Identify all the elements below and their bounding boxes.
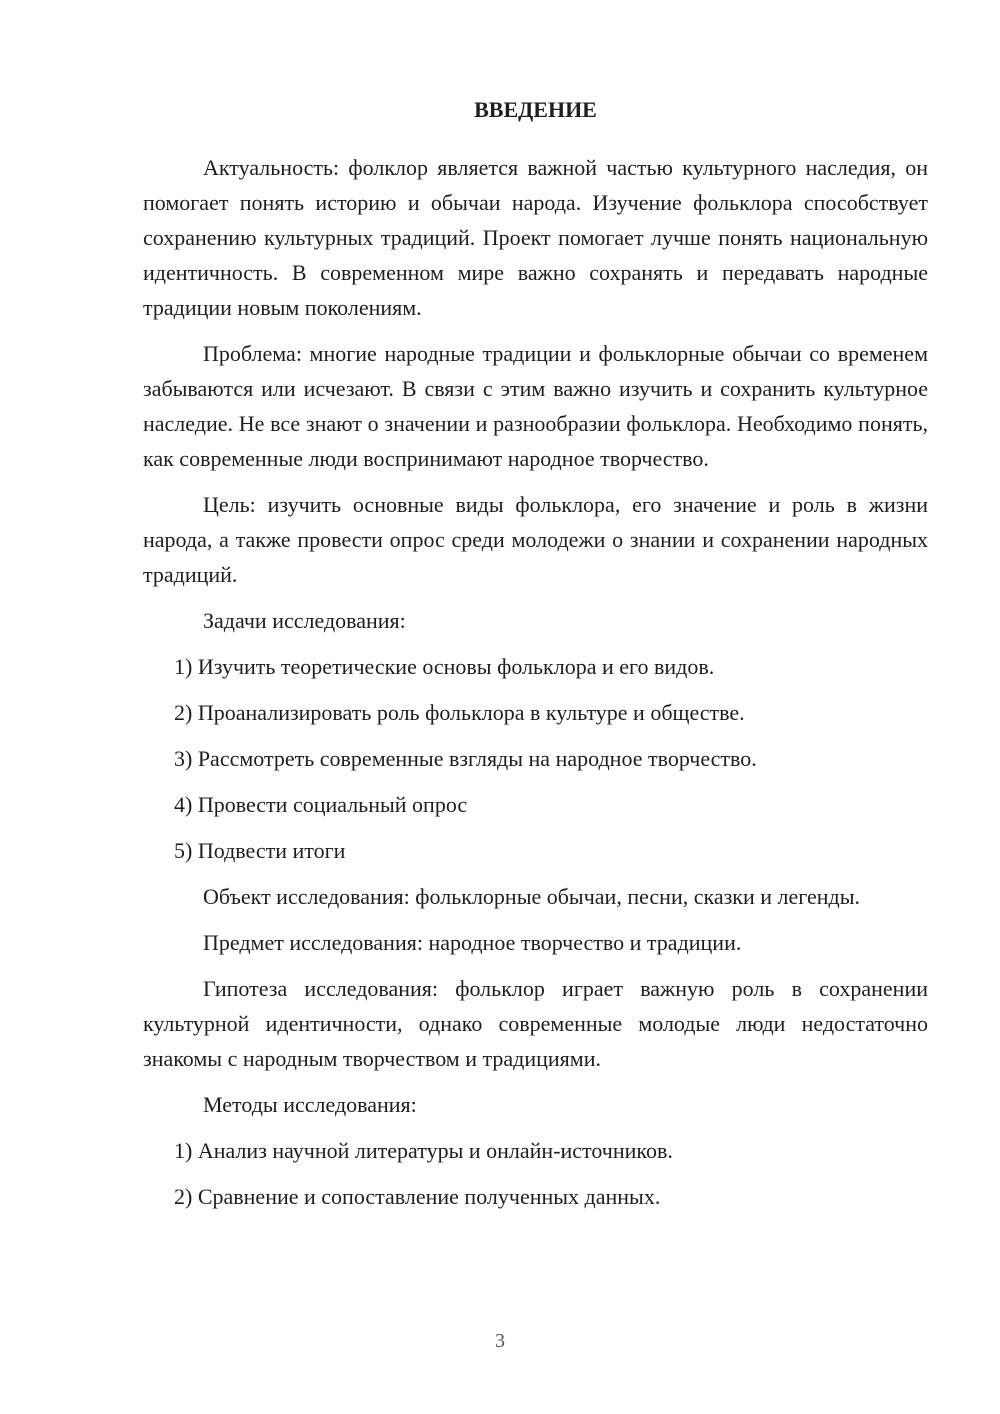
- page-title: ВВЕДЕНИЕ: [474, 97, 597, 122]
- relevance-paragraph: Актуальность: фолклор является важной частью культурного наследия, он помогает понять историю и обычаи народа. Изучение фольклора способствует сохранению культурных традиций. Проект помогает лучше понять национальную идентичность. В современном мире важно сохранять и передавать народные традиции новым поколениям.: [143, 155, 928, 320]
- subject-paragraph: Предмет исследования: народное творчество и традиции.: [203, 930, 742, 955]
- page-number: 3: [495, 1330, 505, 1352]
- task-item-2: 2) Проанализировать роль фольклора в культуре и обществе.: [174, 700, 745, 725]
- hypothesis-paragraph: Гипотеза исследования: фольклор играет важную роль в сохранении культурной идентичности, однако современные молодые люди недостаточно знакомы с народным творчеством и традициями.: [143, 976, 928, 1071]
- goal-paragraph: Цель: изучить основные виды фольклора, его значение и роль в жизни народа, а также провести опрос среди молодежи о знании и сохранении народных традиций.: [143, 492, 928, 587]
- methods-heading: Методы исследования:: [203, 1092, 417, 1117]
- problem-paragraph: Проблема: многие народные традиции и фольклорные обычаи со временем забываются или исчезают. В связи с этим важно изучить и сохранить культурное наследие. Не все знают о значении и разнообразии фольклора. Необходимо понять, как современные люди воспринимают народное творчество.: [143, 341, 928, 471]
- method-item-1: 1) Анализ научной литературы и онлайн-источников.: [174, 1138, 673, 1163]
- method-item-2: 2) Сравнение и сопоставление полученных данных.: [174, 1184, 661, 1209]
- task-item-5: 5) Подвести итоги: [174, 838, 346, 863]
- object-paragraph: Объект исследования: фольклорные обычаи, песни, сказки и легенды.: [203, 884, 861, 909]
- task-item-4: 4) Провести социальный опрос: [174, 792, 468, 817]
- task-item-3: 3) Рассмотреть современные взгляды на народное творчество.: [174, 746, 757, 771]
- tasks-heading: Задачи исследования:: [203, 608, 406, 633]
- task-item-1: 1) Изучить теоретические основы фольклора и его видов.: [174, 654, 715, 679]
- document-page: [143, 90, 928, 1225]
